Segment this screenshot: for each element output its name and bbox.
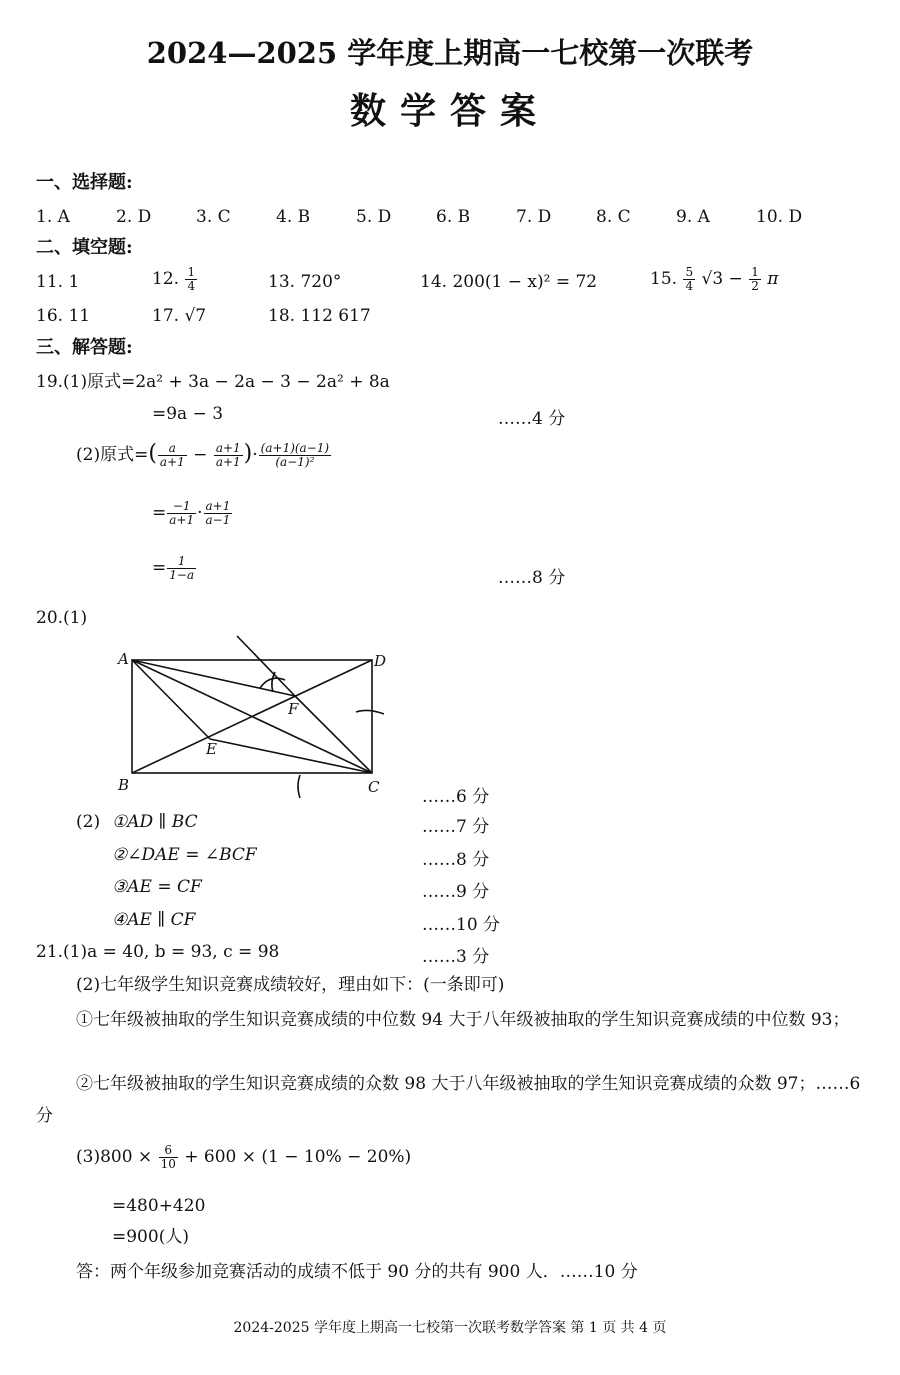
point-label-f: F xyxy=(288,700,299,718)
fraction: $\frac{1}{2}$ xyxy=(751,265,759,294)
fraction: $\frac{a+1}{a+1}$ xyxy=(215,440,241,469)
equals-sign: = xyxy=(152,503,167,524)
page-subtitle: 数学答案 xyxy=(349,90,550,132)
choice-answer: 1. A xyxy=(36,207,70,227)
fill-answer-14: 14. 200(1 − x)² = 72 xyxy=(420,272,598,292)
q21-part3-rest: + 600 × (1 − 10% − 20%) xyxy=(184,1147,412,1168)
minus-sign: − xyxy=(193,445,208,465)
fill-answer-15 xyxy=(650,266,778,293)
choice-answer: 7. D xyxy=(516,207,552,227)
equals-sign: = xyxy=(152,558,167,579)
section-choice-heading: 一、选择题: xyxy=(36,172,133,193)
q21-answer: 答：两个年级参加竞赛活动的成绩不低于 90 分的共有 900 人．……10 分 xyxy=(76,1262,638,1282)
fill-answer-17: 17. √7 xyxy=(152,306,207,326)
fraction: $\frac{a}{a+1}$ xyxy=(159,440,185,469)
choice-answer: 5. D xyxy=(356,207,392,227)
q20-step: ①AD ∥ BC xyxy=(112,812,198,832)
q20-step: ④AE ∥ CF xyxy=(112,910,196,930)
fraction: $\frac{(a+1)(a-1)}{\text{(a−1)²}}$ xyxy=(260,440,330,469)
q19-part2-score: ……8 分 xyxy=(498,568,566,588)
construction-arc xyxy=(272,672,275,692)
q20-step: ③AE = CF xyxy=(112,877,202,897)
segment-ec xyxy=(210,739,372,773)
construction-line xyxy=(237,636,295,696)
page-footer: 2024-2025 学年度上期高一七校第一次联考数学答案 第 1 页 共 4 页 xyxy=(233,1320,667,1336)
point-label-a: A xyxy=(118,650,129,668)
fill-answer-11: 11. 1 xyxy=(36,272,80,292)
segment-fc xyxy=(295,696,372,773)
q19-part1: 19.(1)原式=2a² + 3a − 2a − 3 − 2a² + 8a xyxy=(36,372,390,392)
q21-part3-label: (3)800 × xyxy=(76,1147,153,1168)
fill-answer-12 xyxy=(152,266,198,293)
q21-part2-intro: (2)七年级学生知识竞赛成绩较好，理由如下：(一条即可) xyxy=(76,975,505,995)
dot-operator: · xyxy=(197,503,203,524)
choice-answer: 9. A xyxy=(676,207,710,227)
fill-15-pi: π xyxy=(767,269,779,290)
fraction: $\frac{5}{4}$ xyxy=(685,265,694,294)
segment-af xyxy=(132,660,295,696)
section-solve-heading: 三、解答题: xyxy=(36,337,133,358)
point-label-c: C xyxy=(368,778,380,796)
segment-ae xyxy=(132,660,210,739)
q19-part2-step xyxy=(152,500,233,527)
fill-15-middle: √3 − xyxy=(701,269,743,290)
choice-answer: 8. C xyxy=(596,207,631,227)
q20-part1-score: ……6 分 xyxy=(422,787,490,807)
fill-answer-18: 18. 112 617 xyxy=(268,306,371,326)
fill-answer-16: 16. 11 xyxy=(36,306,91,326)
choice-answer: 10. D xyxy=(756,207,803,227)
choice-answer: 3. C xyxy=(196,207,231,227)
q20-step-score: ……9 分 xyxy=(422,882,490,902)
section-fill-heading: 二、填空题: xyxy=(36,237,133,258)
choice-answer: 2. D xyxy=(116,207,152,227)
q21-part3 xyxy=(76,1144,411,1171)
q21-reason-2: ②七年级被抽取的学生知识竞赛成绩的众数 98 大于八年级被抽取的学生知识竞赛成绩的众数 97；……6 分 xyxy=(36,1074,861,1126)
q20-step-score: ……8 分 xyxy=(422,850,490,870)
fraction: $\frac{-1}{a+1}$ xyxy=(169,499,195,528)
q19-part2-result xyxy=(152,555,197,582)
construction-arc xyxy=(356,710,384,714)
q20-step-score: ……10 分 xyxy=(422,915,501,935)
fill-label-12: 12. xyxy=(152,269,180,290)
choice-answer: 4. B xyxy=(276,207,311,227)
q20-part1-label: 20.(1) xyxy=(36,608,88,628)
point-label-b: B xyxy=(118,776,130,794)
fill-label-15: 15. xyxy=(650,269,678,290)
q19-part1-result: =9a − 3 xyxy=(152,404,224,424)
q20-part2-label: (2) xyxy=(76,812,101,832)
q21-reason-1: ①七年级被抽取的学生知识竞赛成绩的中位数 94 大于八年级被抽取的学生知识竞赛成绩的中位数 93； xyxy=(76,1010,850,1030)
q19-part2: (2)原式=( $\frac{a}{a+1}$ − $\frac{a+1}{a+1}$ )· $\frac{(a+1)(a-1)}{\text{(a−1)²}}$ xyxy=(76,440,330,469)
q21-part1: 21.(1)a = 40, b = 93, c = 98 xyxy=(36,942,280,962)
q21-part3-step2: =900(人) xyxy=(112,1227,189,1247)
choice-answer: 6. B xyxy=(436,207,471,227)
fraction: $\frac{1}{1-a}$ xyxy=(169,554,195,583)
fill-answer-13: 13. 720° xyxy=(268,272,342,292)
q20-step-score: ……7 分 xyxy=(422,817,490,837)
point-label-d: D xyxy=(374,652,387,670)
construction-arc xyxy=(298,775,300,798)
fraction: $\frac{6}{10}$ xyxy=(160,1143,176,1172)
q21-part1-score: ……3 分 xyxy=(422,947,490,967)
fraction: $\frac{1}{4}$ xyxy=(187,265,196,294)
q19-part2-label: (2)原式= xyxy=(76,445,149,465)
point-label-e: E xyxy=(206,740,217,758)
q19-part1-score: ……4 分 xyxy=(498,409,566,429)
geometry-figure xyxy=(110,630,410,800)
page-title: 2024—2025 学年度上期高一七校第一次联考 xyxy=(146,36,754,70)
fraction: $\frac{a+1}{a-1}$ xyxy=(205,499,231,528)
q20-step: ②∠DAE = ∠BCF xyxy=(112,845,257,865)
q21-part3-step1: =480+420 xyxy=(112,1196,206,1216)
dot-operator: · xyxy=(252,445,258,465)
